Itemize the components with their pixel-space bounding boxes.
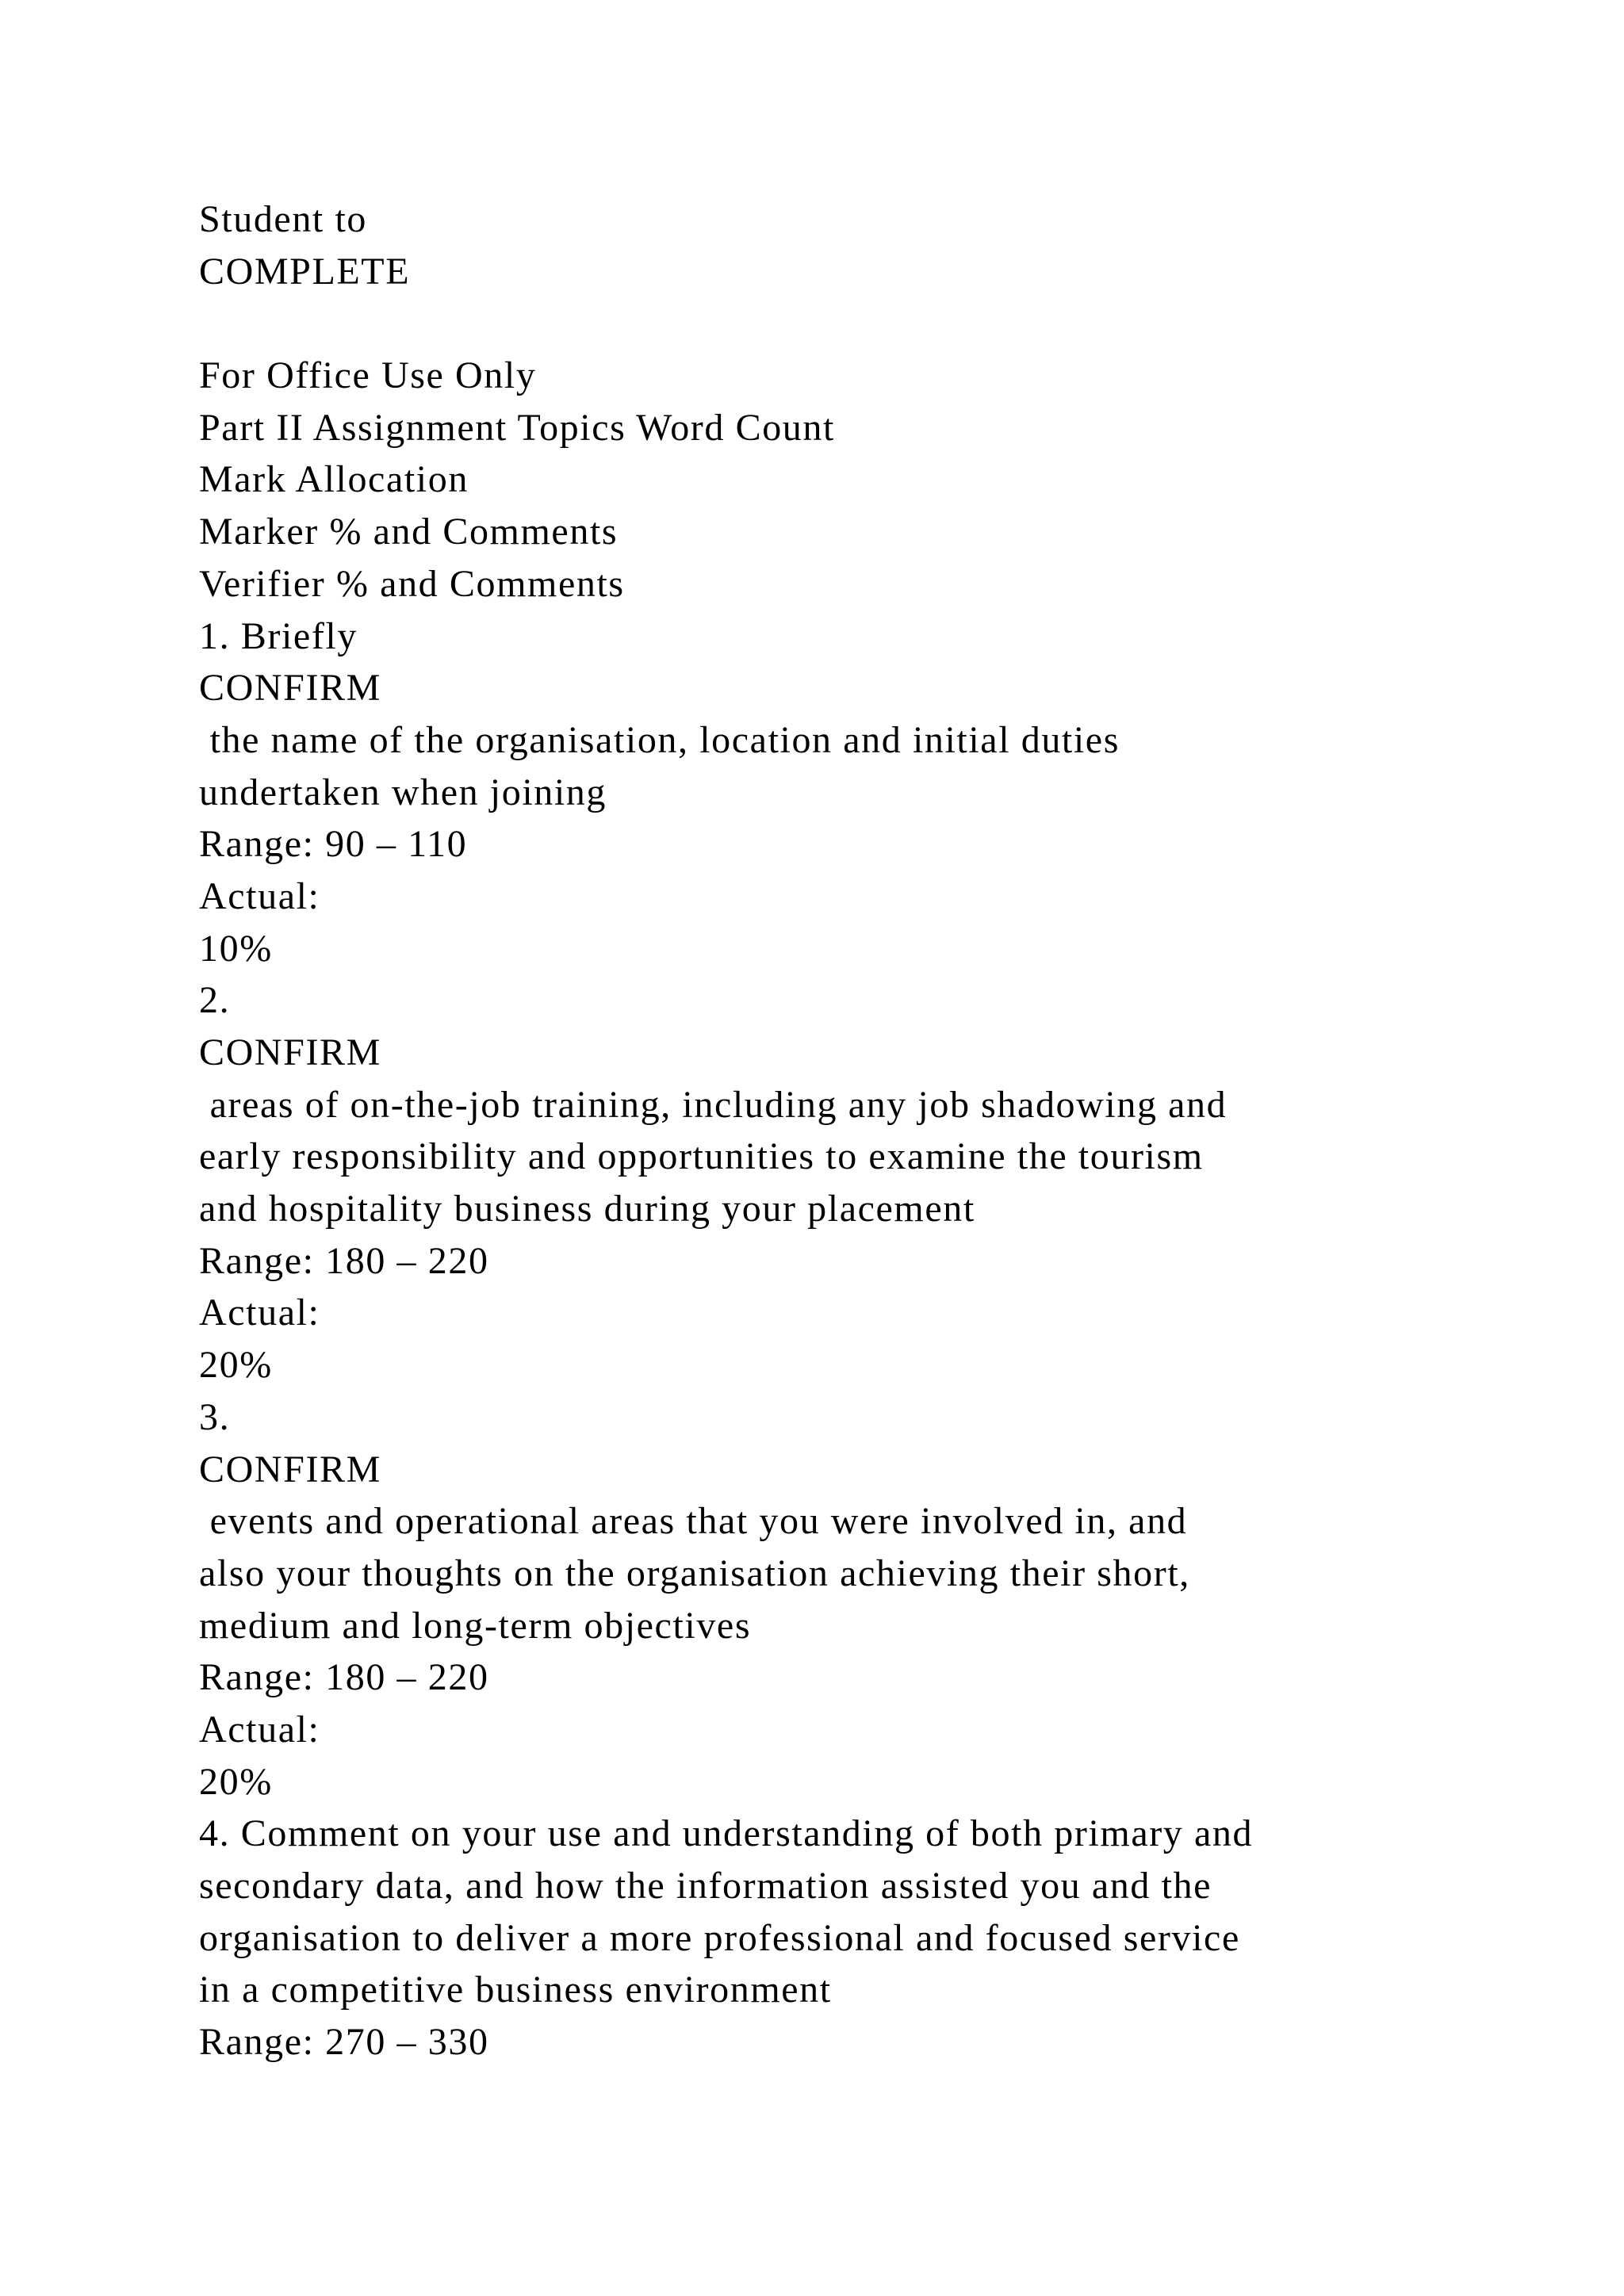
item-2-allocation: 20% [199,1344,273,1387]
item-1-keyword: CONFIRM [199,667,381,710]
item-4-description-line-2: secondary data, and how the information assisted you and the [199,1865,1212,1907]
verifier-header: Verifier % and Comments [199,562,625,605]
item-1-description-line-1: the name of the organisation, location and initial duties [199,718,1120,761]
item-2-description-line-1: areas of on-the-job training, including any job shadowing and [199,1083,1228,1126]
item-3-range: Range: 180 – 220 [199,1656,489,1699]
item-1-allocation: 10% [199,927,273,970]
item-4-description-line-3: organisation to deliver a more professional and focused service [199,1916,1240,1959]
student-label-line-1: Student to [199,198,368,240]
item-2-number: 2. [199,979,231,1022]
student-label-line-2: COMPLETE [199,250,411,293]
item-2-description-line-2: early responsibility and opportunities to examine the tourism [199,1135,1204,1178]
item-2-description-line-3: and hospitality business during your placement [199,1188,975,1230]
item-1-range: Range: 90 – 110 [199,823,468,866]
item-2-range: Range: 180 – 220 [199,1239,489,1282]
item-3-actual: Actual: [199,1708,320,1751]
column-headers: Part II Assignment Topics Word Count [199,406,835,449]
item-3-allocation: 20% [199,1760,273,1803]
item-4-range: Range: 270 – 330 [199,2021,489,2064]
blank-line [199,297,1468,350]
item-3-keyword: CONFIRM [199,1448,381,1490]
item-1-actual: Actual: [199,874,320,917]
item-3-number: 3. [199,1395,231,1438]
item-1-description-line-2: undertaken when joining [199,771,607,813]
item-3-description-line-3: medium and long-term objectives [199,1604,752,1647]
item-2-keyword: CONFIRM [199,1031,381,1073]
item-4-description-line-1: 4. Comment on your use and understanding of both primary and [199,1812,1254,1855]
item-2-actual: Actual: [199,1292,320,1334]
office-use-label: For Office Use Only [199,354,537,397]
item-4-description-line-4: in a competitive business environment [199,1969,832,2011]
document-text [199,193,1468,2068]
item-3-description-line-2: also your thoughts on the organisation achieving their short, [199,1552,1190,1594]
item-1-number: 1. Briefly [199,614,358,657]
marker-header: Marker % and Comments [199,511,619,553]
mark-allocation-header: Mark Allocation [199,458,469,501]
item-3-description-line-1: events and operational areas that you were involved in, and [199,1500,1188,1543]
